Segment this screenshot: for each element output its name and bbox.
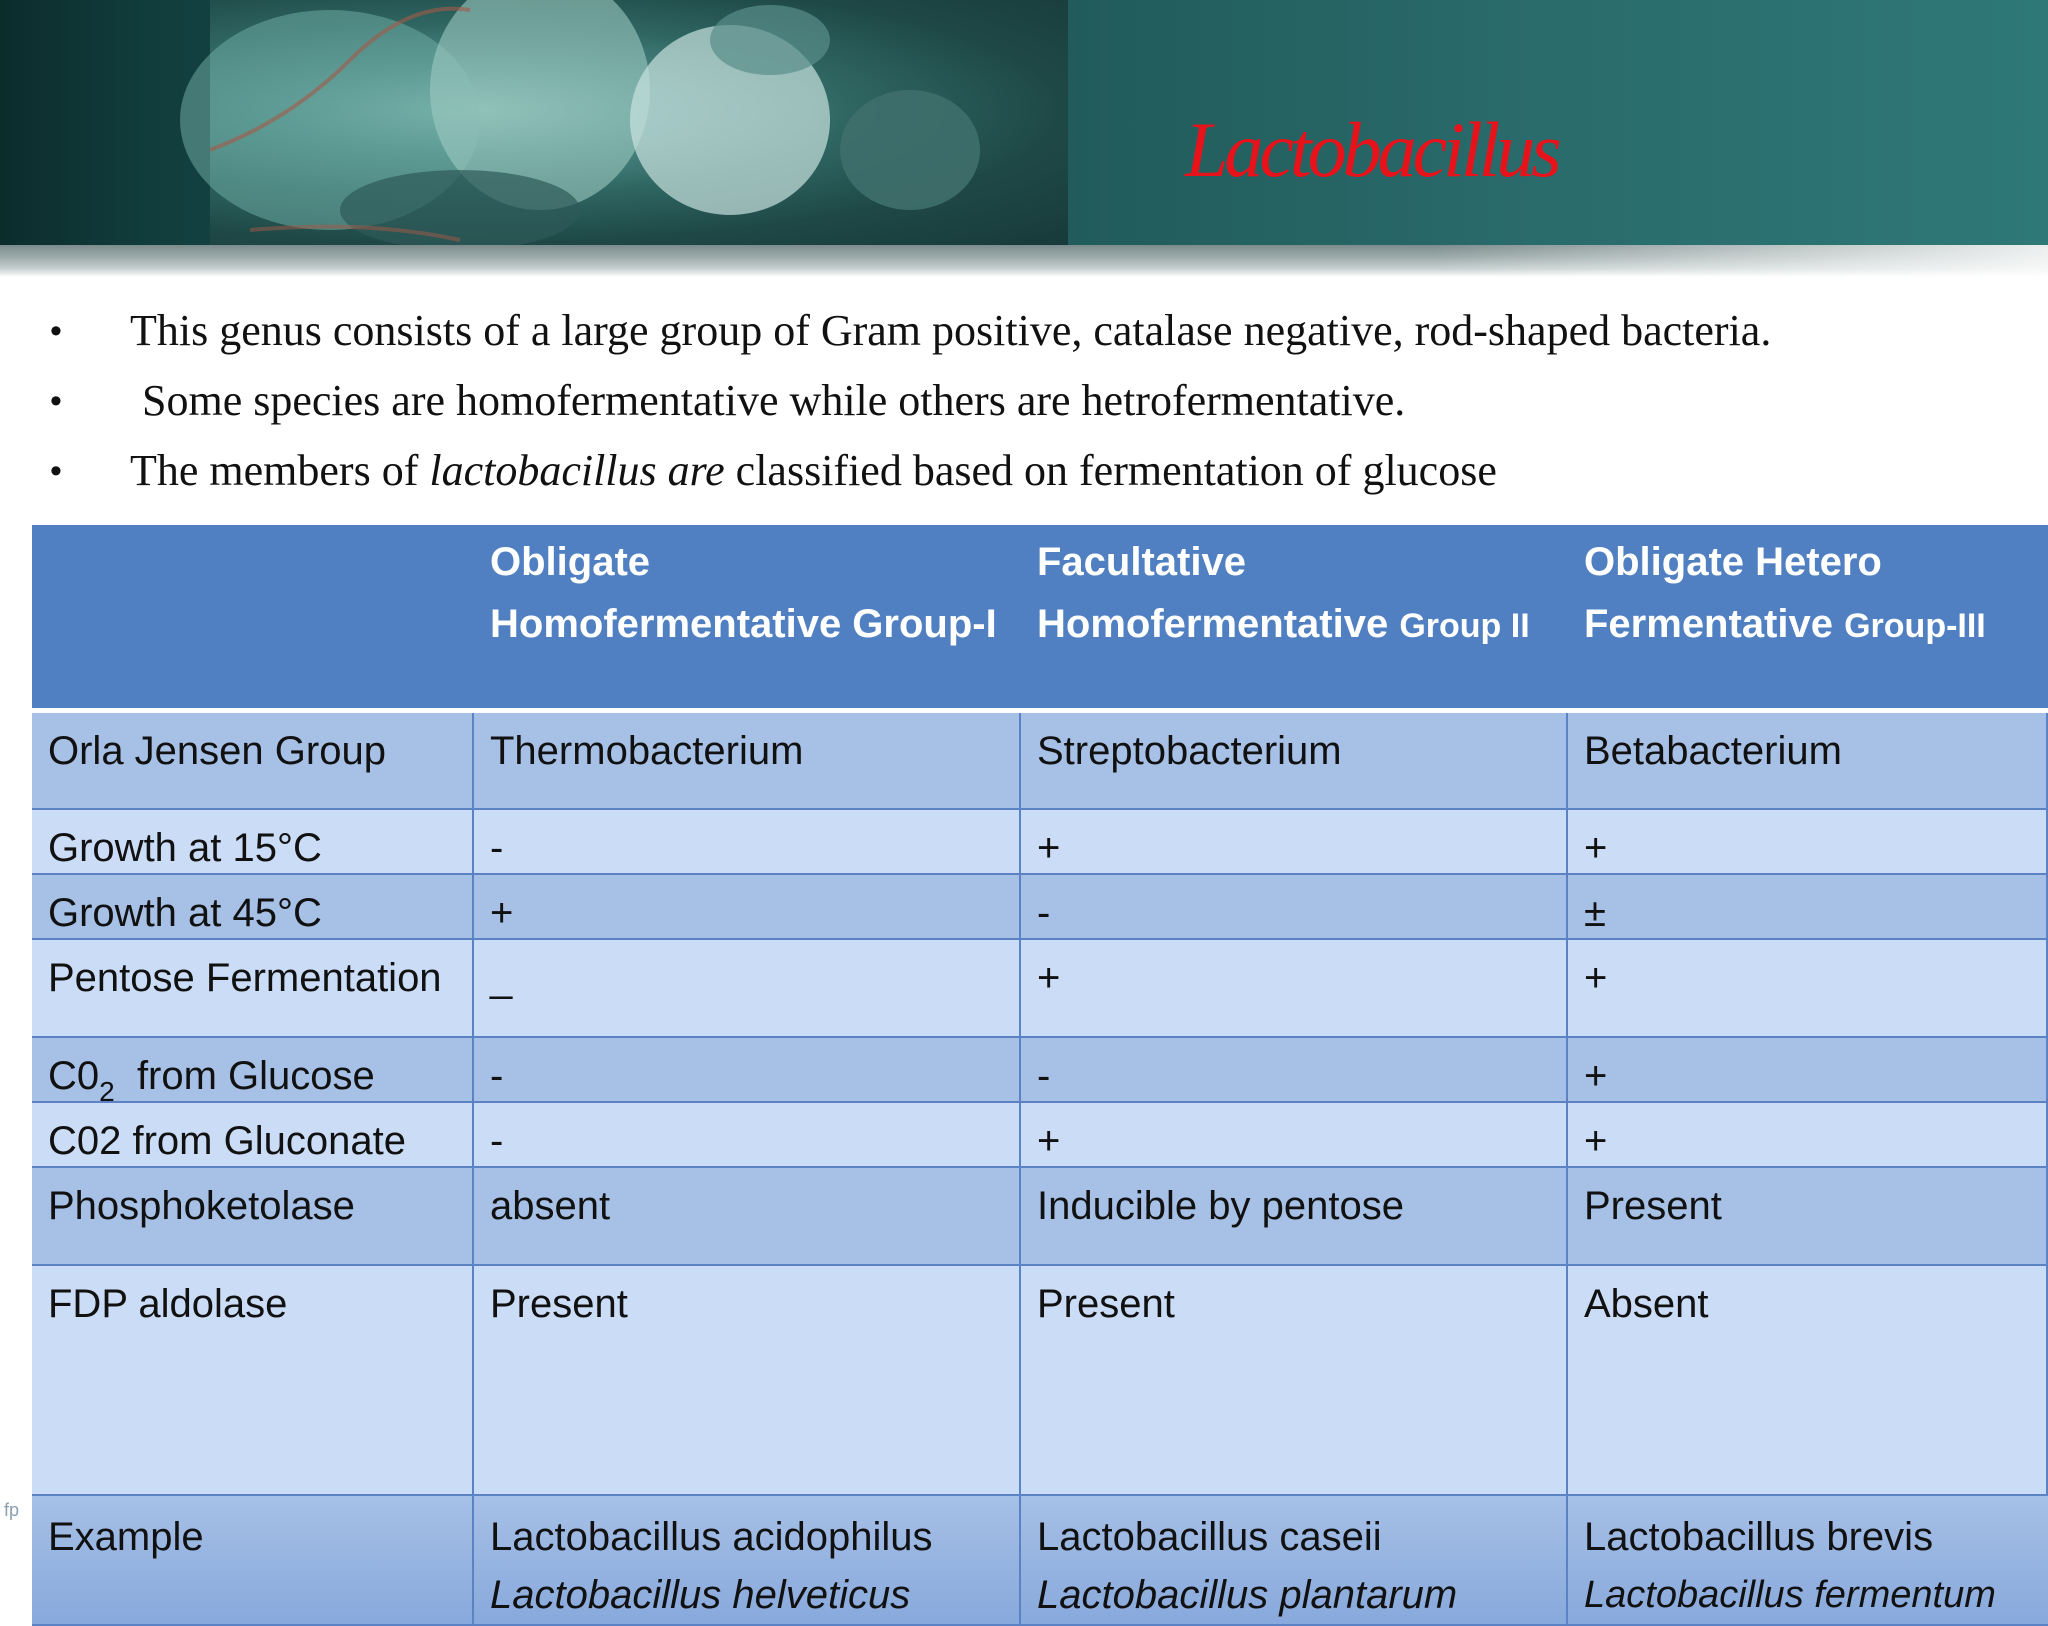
bullet-icon: • bbox=[50, 382, 62, 420]
table-cell: Thermobacterium bbox=[474, 713, 1021, 810]
bullet-item bbox=[50, 368, 2030, 438]
row-label: Orla Jensen Group bbox=[32, 713, 474, 810]
table-header-group-1 bbox=[474, 525, 1021, 713]
table-cell: Present bbox=[1021, 1266, 1568, 1496]
header-line-2: Homofermentative Group-I bbox=[490, 602, 997, 646]
row-label: FDP aldolase bbox=[32, 1266, 474, 1496]
table-cell: absent bbox=[474, 1168, 1021, 1266]
banner-divider bbox=[0, 245, 2048, 277]
header-line-1: Facultative bbox=[1037, 540, 1246, 584]
corner-watermark: fp bbox=[4, 1500, 20, 1520]
row-label: Example bbox=[32, 1496, 474, 1626]
table-cell: + bbox=[1021, 940, 1568, 1038]
table-cell: + bbox=[474, 875, 1021, 940]
bullet-text: This genus consists of a large group of Gram positive, catalase negative, rod-shaped bacteria. bbox=[130, 306, 1772, 355]
table-cell: Present bbox=[474, 1266, 1021, 1496]
example-cell bbox=[1021, 1496, 1568, 1626]
example-species: Lactobacillus helveticus bbox=[490, 1573, 911, 1617]
row-label: Pentose Fermentation bbox=[32, 940, 474, 1038]
example-species: Lactobacillus brevis bbox=[1584, 1515, 1934, 1559]
bullet-icon: • bbox=[50, 312, 62, 350]
table-cell: _ bbox=[474, 940, 1021, 1038]
table-header-corner bbox=[32, 525, 474, 713]
header-banner bbox=[0, 0, 2048, 245]
table-cell: Inducible by pentose bbox=[1021, 1168, 1568, 1266]
bullet-icon: • bbox=[50, 452, 62, 490]
table-cell: + bbox=[1568, 1038, 2048, 1103]
row-label: Growth at 45°C bbox=[32, 875, 474, 940]
table-cell: Absent bbox=[1568, 1266, 2048, 1496]
header-line-1: Obligate bbox=[490, 540, 651, 584]
example-species: Lactobacillus fermentum bbox=[1584, 1574, 1996, 1616]
header-line-2 bbox=[1584, 593, 2034, 657]
header-group: Group-III bbox=[1844, 607, 1986, 645]
table-header-group-2 bbox=[1021, 525, 1568, 713]
row-label-subscript: 2 bbox=[99, 1076, 115, 1107]
bullet-text-post: classified based on fermentation of glucose bbox=[724, 446, 1497, 495]
bullet-text bbox=[130, 438, 1497, 504]
bullet-text: Some species are homofermentative while others are hetrofermentative. bbox=[142, 376, 1406, 425]
table-cell: - bbox=[474, 1038, 1021, 1103]
row-label: Growth at 15°C bbox=[32, 810, 474, 875]
example-species: Lactobacillus plantarum bbox=[1037, 1573, 1458, 1617]
table-cell: + bbox=[1568, 1103, 2048, 1168]
header-line-1: Obligate Hetero bbox=[1584, 540, 1882, 584]
header-line-2 bbox=[1037, 593, 1554, 657]
row-label-rest: from Glucose bbox=[114, 1054, 375, 1098]
table-cell: + bbox=[1568, 810, 2048, 875]
bullet-text-italic: lactobacillus are bbox=[429, 446, 725, 495]
example-cell bbox=[474, 1496, 1021, 1626]
row-label bbox=[32, 1038, 474, 1107]
table-cell: - bbox=[474, 810, 1021, 875]
table-cell: - bbox=[1021, 875, 1568, 940]
example-species: Lactobacillus caseii bbox=[1037, 1515, 1382, 1559]
table-cell: - bbox=[474, 1103, 1021, 1168]
example-cell bbox=[1568, 1496, 2048, 1626]
bacteria-micrograph-image bbox=[210, 0, 1068, 245]
table-cell: + bbox=[1021, 1103, 1568, 1168]
table-cell: Betabacterium bbox=[1568, 713, 2048, 810]
header-group: Group II bbox=[1399, 607, 1530, 645]
row-label: Phosphoketolase bbox=[32, 1168, 474, 1266]
row-label: C02 from Gluconate bbox=[32, 1103, 474, 1168]
bullet-item bbox=[50, 438, 2030, 508]
table-cell: + bbox=[1021, 810, 1568, 875]
table-cell: - bbox=[1021, 1038, 1568, 1103]
table-cell: Present bbox=[1568, 1168, 2048, 1266]
table-cell: ± bbox=[1568, 875, 2048, 940]
slide-title: Lactobacillus bbox=[1185, 106, 1558, 193]
bullet-text-pre: The members of bbox=[130, 446, 430, 495]
classification-table bbox=[32, 525, 2048, 1617]
header-main: Fermentative bbox=[1584, 602, 1845, 646]
table-cell: + bbox=[1568, 940, 2048, 1038]
table-header-group-3 bbox=[1568, 525, 2048, 713]
row-label-main: C0 bbox=[48, 1054, 100, 1098]
example-species: Lactobacillus acidophilus bbox=[490, 1515, 933, 1559]
header-main: Homofermentative bbox=[1037, 602, 1400, 646]
bullet-list bbox=[50, 298, 2030, 508]
bullet-item bbox=[50, 298, 2030, 368]
table-cell: Streptobacterium bbox=[1021, 713, 1568, 810]
